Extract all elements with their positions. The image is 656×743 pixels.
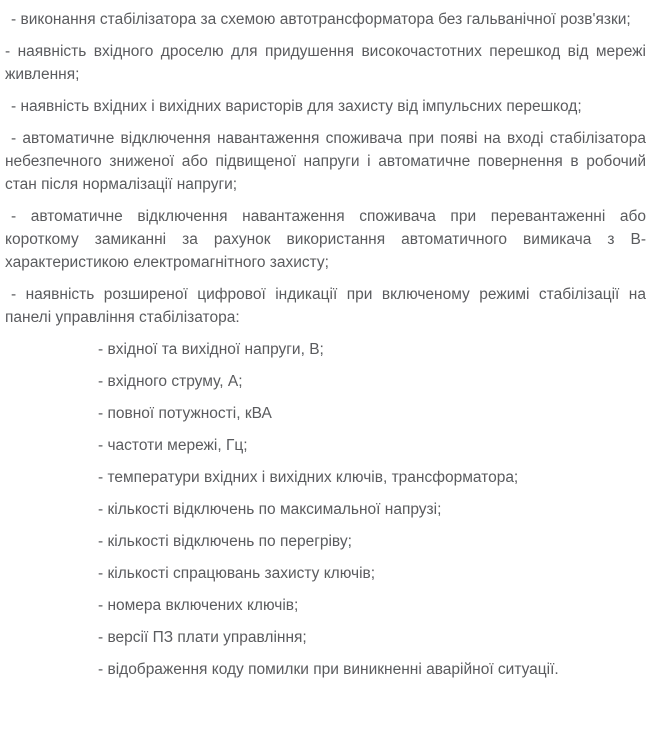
indication-item: - кількості відключень по перегріву; — [98, 533, 352, 550]
indication-item: - номера включених ключів; — [98, 597, 299, 614]
indication-item: - температури вхідних і вихідних ключів, трансформатора; — [98, 469, 519, 486]
feature-item: - наявність розширеної цифрової індикації при включеному режимі стабілізації на панелі управління стабілізатора: — [5, 286, 646, 326]
feature-item: - наявність вхідних і вихідних варисторів для захисту від імпульсних перешкод; — [11, 98, 582, 115]
indication-item: - повної потужності, кВА — [98, 405, 272, 422]
indication-item: - вхідної та вихідної напруги, В; — [98, 341, 324, 358]
indication-item: - відображення коду помилки при виникненні аварійної ситуації. — [98, 661, 559, 678]
feature-item: - автоматичне відключення навантаження споживача при перевантаженні або короткому замиканні за рахунок використання автоматичного вимикача з В-характеристикою електромагнітного захисту; — [5, 208, 646, 271]
indication-item: - вхідного струму, А; — [98, 373, 243, 390]
feature-item: - автоматичне відключення навантаження споживача при появі на вході стабілізатора небезпечного зниженої або підвищеної напруги і автоматичне повернення в робочий стан після нормалізації напруги; — [5, 130, 646, 193]
indication-item: - кількості відключень по максимальної напрузі; — [98, 501, 442, 518]
indication-item: - версії ПЗ плати управління; — [98, 629, 307, 646]
feature-item: - наявність вхідного дроселю для придушення високочастотних перешкод від мережі живлення; — [5, 43, 646, 83]
indication-item: - кількості спрацювань захисту ключів; — [98, 565, 376, 582]
indication-item: - частоти мережі, Гц; — [98, 437, 248, 454]
feature-item: - виконання стабілізатора за схемою автотрансформатора без гальванічної розв'язки; — [11, 11, 631, 28]
